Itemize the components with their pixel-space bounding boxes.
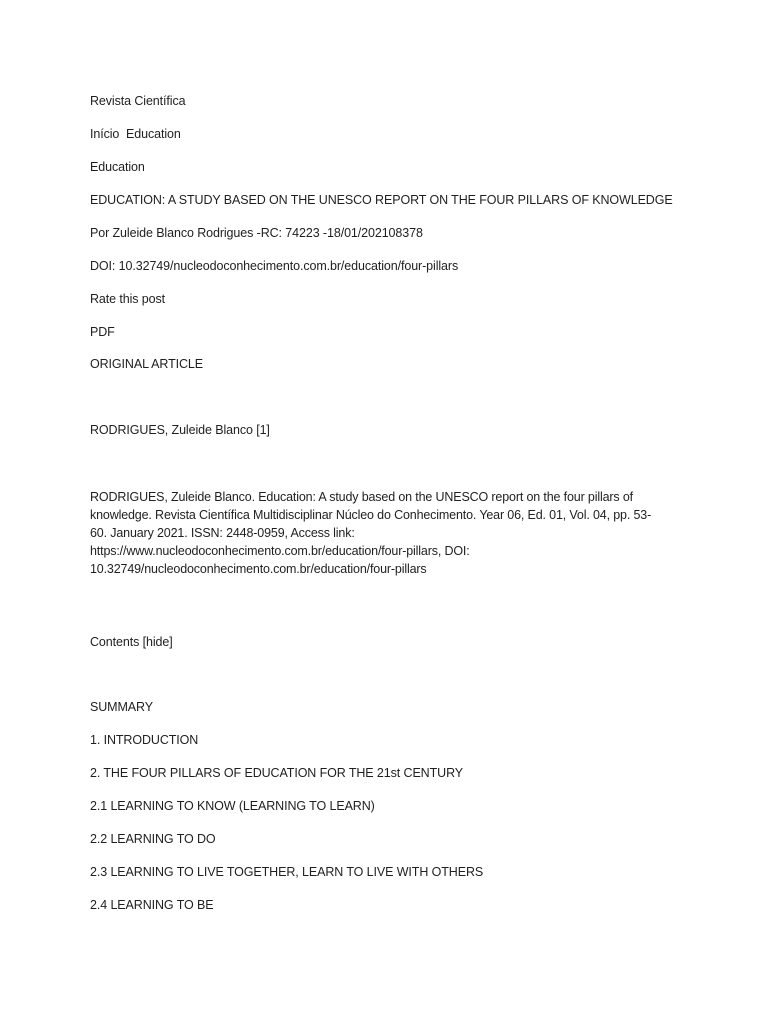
pdf-link[interactable]: PDF xyxy=(90,325,115,339)
toc-item-learning-to-be[interactable]: 2.4 LEARNING TO BE xyxy=(90,898,214,912)
citation-line: 60. January 2021. ISSN: 2448-0959, Access link: xyxy=(90,526,355,540)
article-type: ORIGINAL ARTICLE xyxy=(90,357,204,371)
article-doi: DOI: 10.32749/nucleodoconhecimento.com.br/education/four-pillars xyxy=(90,259,459,273)
article-title: EDUCATION: A STUDY BASED ON THE UNESCO REPORT ON THE FOUR PILLARS OF KNOWLEDGE xyxy=(90,193,673,207)
toc-item-learning-to-know[interactable]: 2.1 LEARNING TO KNOW (LEARNING TO LEARN) xyxy=(90,799,375,813)
article-byline: Por Zuleide Blanco Rodrigues -RC: 74223 -18/01/202108378 xyxy=(90,226,423,240)
citation-access-link[interactable]: https://www.nucleodoconhecimento.com.br/education/four-pillars, DOI: xyxy=(90,544,470,558)
breadcrumb-section-link[interactable]: Education xyxy=(126,127,181,141)
breadcrumb xyxy=(90,127,181,141)
citation-line: 10.32749/nucleodoconhecimento.com.br/education/four-pillars xyxy=(90,562,427,576)
author-line: RODRIGUES, Zuleide Blanco [1] xyxy=(90,423,270,437)
toc-item-introduction[interactable]: 1. INTRODUCTION xyxy=(90,733,199,747)
citation-line: knowledge. Revista Científica Multidisciplinar Núcleo do Conhecimento. Year 06, Ed. 01, Vol. 04, pp. 53- xyxy=(90,508,652,522)
breadcrumb-home-link[interactable]: Início xyxy=(90,127,120,141)
citation-paragraph xyxy=(90,488,680,578)
citation-line: RODRIGUES, Zuleide Blanco. Education: A study based on the UNESCO report on the four pillars of xyxy=(90,490,633,504)
toc-heading[interactable]: Contents [hide] xyxy=(90,635,173,649)
toc-item-learning-to-do[interactable]: 2.2 LEARNING TO DO xyxy=(90,832,216,846)
toc-item-learning-to-live-together[interactable]: 2.3 LEARNING TO LIVE TOGETHER, LEARN TO LIVE WITH OTHERS xyxy=(90,865,484,879)
category-label[interactable]: Education xyxy=(90,160,145,174)
rate-post-link[interactable]: Rate this post xyxy=(90,292,166,306)
toc-item-four-pillars[interactable]: 2. THE FOUR PILLARS OF EDUCATION FOR THE 21st CENTURY xyxy=(90,766,464,780)
site-name[interactable]: Revista Científica xyxy=(90,94,186,108)
toc-item-summary[interactable]: SUMMARY xyxy=(90,700,153,714)
